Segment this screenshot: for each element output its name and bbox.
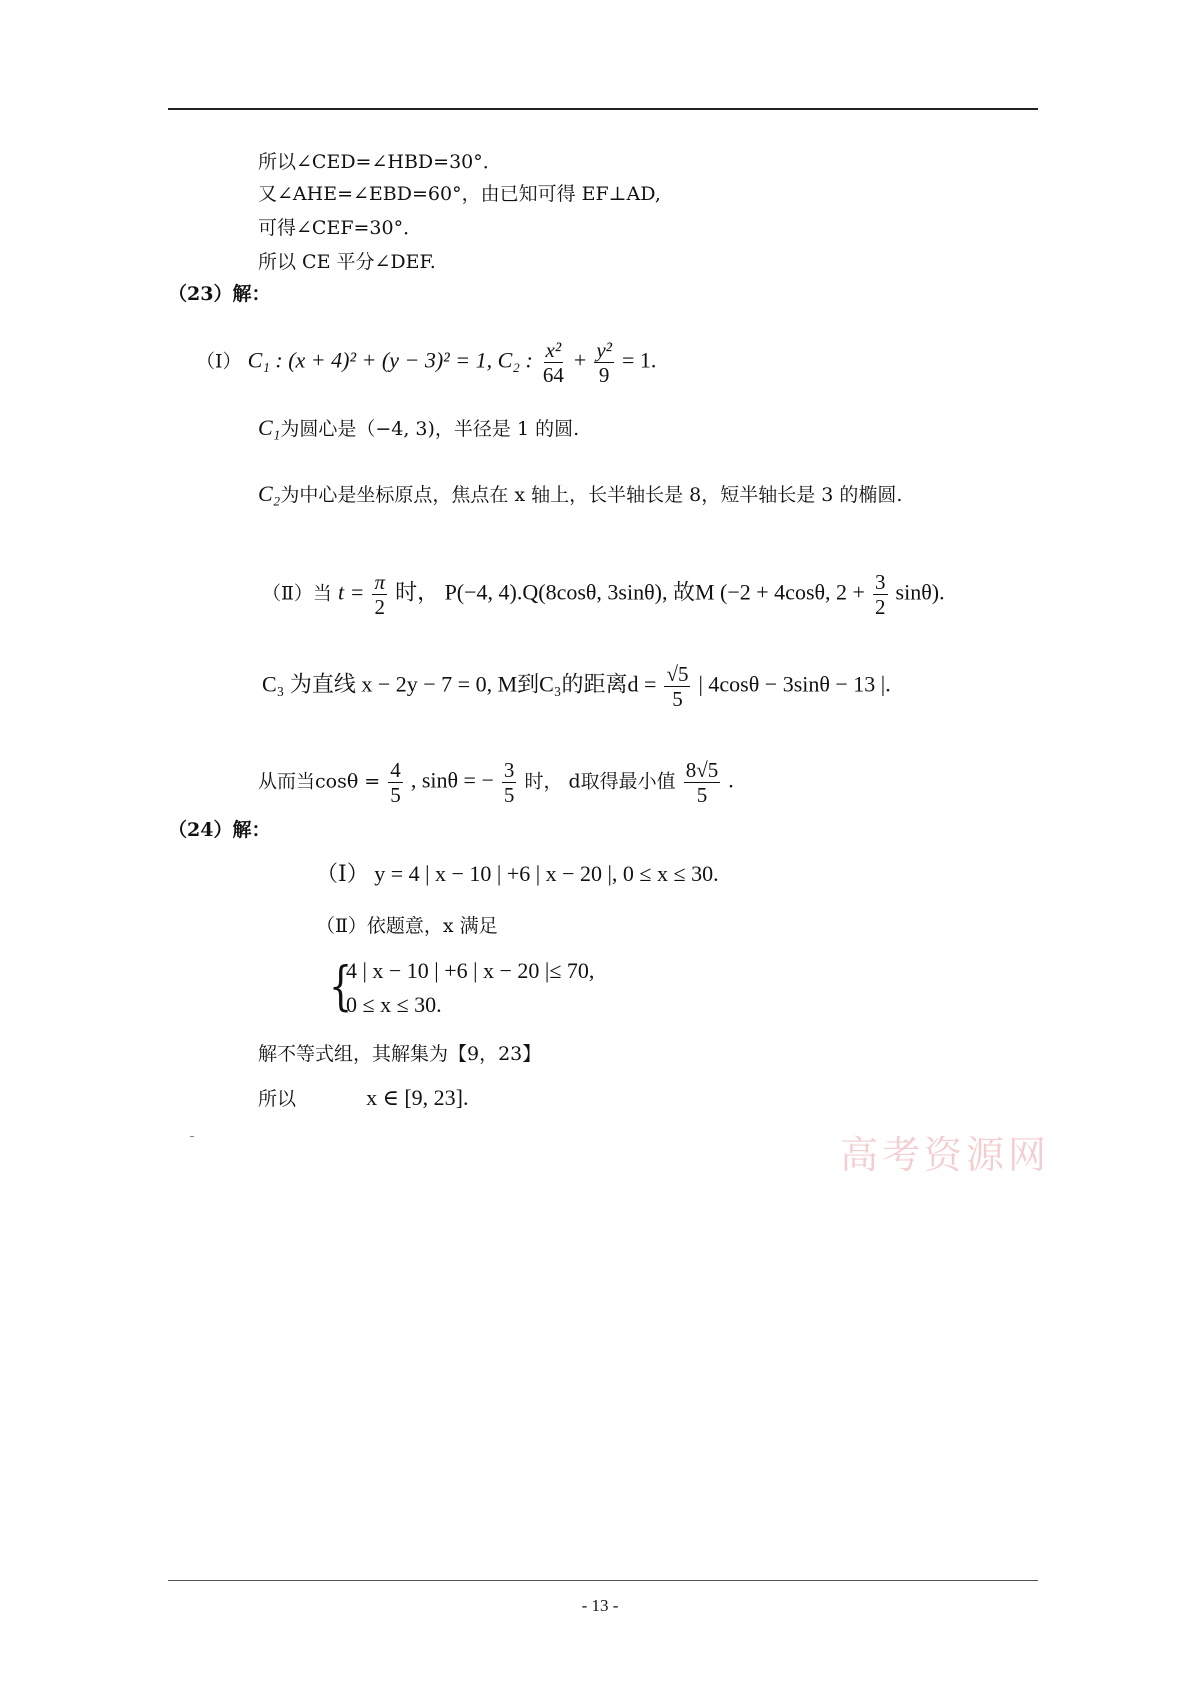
denominator: 2 [875, 595, 886, 619]
brace-glyph: { [328, 957, 353, 1017]
formula: sinθ). [895, 579, 945, 605]
text: 为中心是坐标原点，焦点在 x 轴上，长半轴长是 8，短半轴长是 3 的椭圆. [280, 484, 903, 506]
fraction [372, 570, 387, 619]
page-number: - 13 - [581, 1596, 619, 1615]
system-row: 0 ≤ x ≤ 30. [346, 992, 442, 1017]
formula: . [728, 767, 734, 793]
fraction [388, 758, 403, 807]
c2-description [258, 480, 902, 509]
formula: t = [337, 579, 365, 605]
denominator: 9 [598, 363, 610, 387]
fraction [594, 338, 614, 387]
numerator: 4 [390, 758, 401, 782]
formula: C₂ [258, 481, 281, 506]
text: 时， d取得最小值 [524, 770, 676, 793]
denominator: 5 [672, 687, 683, 711]
text-line: 所以 CE 平分∠DEF. [258, 251, 436, 273]
text-line: 又∠AHE=∠EBD=60°，由已知可得 EF⊥AD, [258, 183, 661, 205]
part-label: （Ⅰ） [196, 350, 242, 373]
part-2-line [262, 570, 945, 619]
formula: | 4cosθ − 3sinθ − 13 |. [698, 671, 891, 697]
header-rule [168, 108, 1038, 110]
numerator: π [374, 570, 386, 594]
q1-line: （Ⅰ） y = 4 | x − 10 | +6 | x − 20 |, 0 ≤ x ≤ 30. [316, 861, 719, 886]
formula: x ∈ [9, 23]. [366, 1085, 469, 1110]
denominator: 5 [696, 783, 708, 807]
text-line: 可得∠CEF=30°． [258, 217, 423, 239]
minimum-line [258, 758, 734, 807]
fraction [684, 758, 721, 807]
formula: C₁ [258, 415, 281, 440]
fraction [664, 662, 690, 711]
c3-distance-line [262, 662, 891, 711]
section-heading-24: （24）解： [168, 819, 271, 841]
numerator: x² [545, 338, 562, 362]
denominator: 64 [542, 363, 564, 387]
final-answer-line [258, 1084, 469, 1113]
part-1-equations [196, 338, 656, 387]
fraction [873, 570, 888, 619]
formula: C₃ 为直线 x − 2y − 7 = 0, M到C₃的距离d = [262, 671, 657, 697]
fraction [541, 338, 566, 387]
text: 为圆心是（−4, 3)，半径是 1 的圆. [280, 418, 580, 440]
part-label: （Ⅱ）当 [262, 582, 332, 605]
numerator: 3 [503, 758, 515, 782]
c1-description [258, 414, 579, 443]
fraction [502, 758, 517, 807]
formula: = 1. [622, 347, 657, 373]
numerator: 3 [875, 570, 886, 594]
solution-line: 解不等式组，其解集为【9，23】 [258, 1043, 542, 1065]
denominator: 5 [390, 783, 401, 807]
formula: C₁ : (x + 4)² + (y − 3)² = 1, C₂ : [247, 347, 533, 373]
stray-mark [190, 1136, 194, 1137]
text: 所以 [258, 1088, 297, 1110]
section-heading-23: （23）解： [168, 283, 271, 305]
formula: + [573, 347, 587, 373]
formula: , sinθ = − [410, 767, 494, 793]
q2-line: （Ⅱ）依题意，x 满足 [316, 915, 498, 937]
numerator: 8√5 [685, 758, 719, 782]
system-row: 4 | x − 10 | +6 | x − 20 |≤ 70, [346, 958, 595, 983]
numerator: √5 [666, 662, 689, 686]
denominator: 2 [374, 595, 385, 619]
text-line: 所以∠CED=∠HBD=30°． [258, 151, 502, 173]
numerator: y² [596, 338, 612, 362]
denominator: 5 [503, 783, 515, 807]
formula: 时， P(−4, 4).Q(8cosθ, 3sinθ), 故M (−2 + 4cosθ, 2 + [395, 579, 865, 605]
footer-rule [168, 1580, 1038, 1581]
formula: 从而当cosθ = [258, 770, 381, 793]
watermark: 高考资源网 [840, 1133, 1051, 1177]
